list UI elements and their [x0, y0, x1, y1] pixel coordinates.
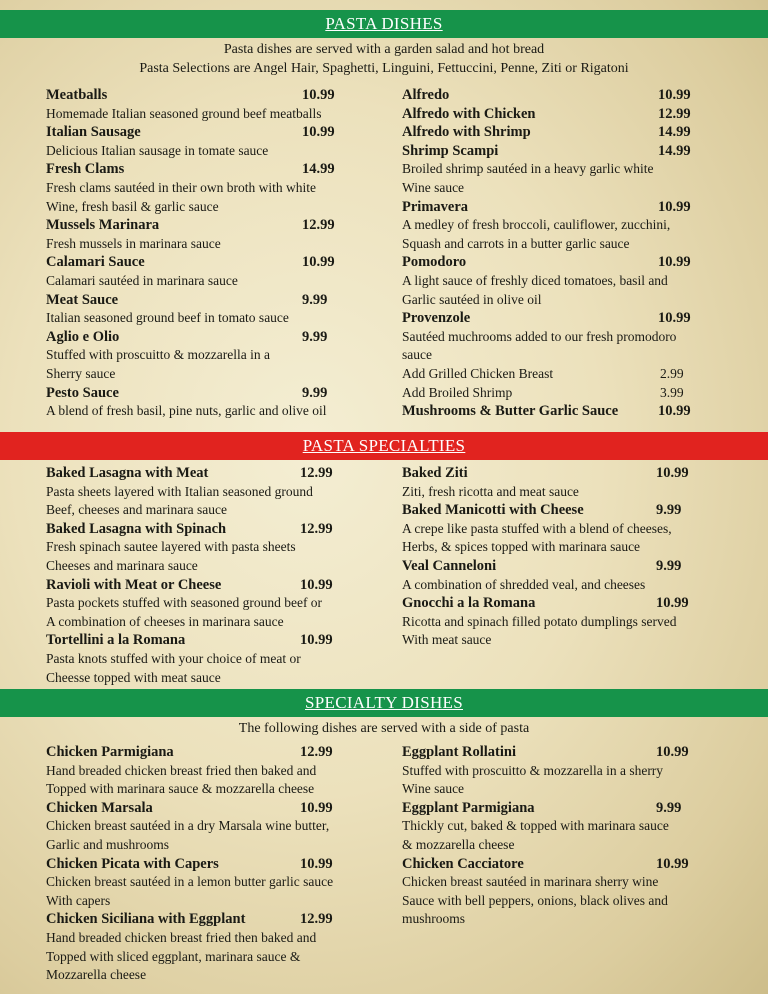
- menu-item-price: 9.99: [656, 799, 682, 816]
- menu-item-price: 14.99: [302, 161, 335, 178]
- menu-item-price: 9.99: [302, 384, 328, 401]
- menu-item-description: Garlic and mushrooms: [46, 836, 169, 852]
- menu-item-description: Delicious Italian sausage in tomate sauce: [46, 142, 269, 158]
- menu-item-description: Mozzarella cheese: [46, 967, 147, 983]
- menu-item-name: Chicken Parmigiana: [46, 744, 174, 760]
- menu-item-price: 12.99: [658, 105, 691, 122]
- menu-item-row: [402, 594, 722, 613]
- menu-item-price: 9.99: [656, 502, 682, 519]
- menu-item-row: [402, 743, 722, 762]
- menu-item-name: Chicken Picata with Capers: [46, 855, 219, 872]
- menu-item-price: 14.99: [658, 124, 691, 141]
- menu-item-name: Provenzole: [402, 310, 471, 327]
- menu-item-price: 14.99: [658, 142, 691, 159]
- menu-item-description: Thickly cut, baked & topped with marinara sauce: [402, 818, 669, 834]
- specialty-right-column: [402, 743, 722, 929]
- menu-item-description: With meat sauce: [402, 632, 492, 648]
- menu-item-name: Mushrooms & Butter Garlic Sauce: [402, 403, 619, 420]
- menu-item-row: [402, 105, 722, 124]
- menu-item-description: Calamari sautéed in marinara sauce: [46, 272, 238, 288]
- menu-item-row: [402, 501, 722, 520]
- menu-item-name: Baked Manicotti with Cheese: [402, 502, 584, 519]
- menu-item-price: 12.99: [300, 520, 333, 537]
- pasta-note-1: Pasta dishes are served with a garden salad and hot bread: [223, 42, 545, 57]
- menu-item-row: [402, 142, 722, 161]
- menu-item-price: 10.99: [300, 799, 333, 816]
- pasta-dishes-banner: PASTA DISHES: [0, 10, 768, 38]
- menu-item-price: 10.99: [658, 198, 691, 215]
- menu-item-description: Hand breaded chicken breast fried then baked and: [46, 929, 317, 945]
- menu-item-name: Alfredo with Shrimp: [402, 124, 531, 141]
- specialties-right-column: [402, 464, 722, 650]
- menu-item-name: Aglio e Olio: [46, 328, 120, 345]
- menu-item-description: Hand breaded chicken breast fried then baked and: [46, 762, 317, 778]
- menu-item-description: Sauce with bell peppers, onions, black olives and: [402, 892, 668, 908]
- menu-item-row: [46, 291, 366, 310]
- menu-item-description: Stuffed with proscuitto & mozzarella in a: [46, 347, 270, 363]
- menu-item-price: 10.99: [302, 124, 335, 141]
- pasta-left-column: [46, 86, 366, 421]
- menu-item-name: Alfredo: [402, 87, 450, 103]
- menu-item-row: [402, 123, 722, 142]
- menu-item-row: [402, 253, 722, 272]
- menu-item-description: sauce: [402, 347, 432, 363]
- menu-item-price: 10.99: [656, 744, 689, 760]
- menu-item-name: Chicken Siciliana with Eggplant: [46, 911, 246, 928]
- menu-item-name: Pomodoro: [402, 254, 467, 271]
- menu-item-row: [46, 576, 366, 595]
- menu-item-row: [46, 123, 366, 142]
- menu-item-description: A combination of shredded veal, and cheeses: [402, 576, 646, 592]
- addon-row: [402, 384, 722, 403]
- menu-item-price: 10.99: [300, 855, 333, 872]
- menu-item-description: Cheeses and marinara sauce: [46, 557, 198, 573]
- menu-item-description: Sherry sauce: [46, 365, 116, 381]
- menu-item-name: Italian Sausage: [46, 124, 141, 141]
- menu-item-row: [46, 799, 366, 818]
- menu-item-row: [46, 910, 366, 929]
- specialty-note: The following dishes are served with a side of pasta: [238, 721, 530, 736]
- menu-item-description: Sautéed muchrooms added to our fresh promodoro: [402, 328, 677, 344]
- menu-item-row: [46, 743, 366, 762]
- menu-item-description: Chicken breast sautéed in a dry Marsala wine butter,: [46, 818, 330, 834]
- menu-item-row: [402, 86, 722, 105]
- menu-item-description: Cheesse topped with meat sauce: [46, 669, 221, 685]
- menu-item-description: A crepe like pasta stuffed with a blend of cheeses,: [402, 520, 672, 536]
- menu-item-row: [46, 631, 366, 650]
- menu-item-row: [402, 855, 722, 874]
- pasta-note-2: Pasta Selections are Angel Hair, Spaghetti, Linguini, Fettuccini, Penne, Ziti or Rigatoni: [139, 61, 629, 76]
- menu-item-name: Baked Lasagna with Spinach: [46, 520, 227, 537]
- addon-price: 3.99: [660, 384, 684, 400]
- menu-item-row: [402, 799, 722, 818]
- menu-item-description: Garlic sautéed in olive oil: [402, 291, 542, 307]
- menu-item-price: 10.99: [300, 576, 333, 593]
- menu-item-price: 10.99: [302, 87, 335, 103]
- menu-item-row: [46, 86, 366, 105]
- menu-item-description: & mozzarella cheese: [402, 836, 515, 852]
- menu-item-name: Tortellini a la Romana: [46, 632, 186, 649]
- menu-item-description: Fresh clams sautéed in their own broth with white: [46, 179, 316, 195]
- menu-item-description: Chicken breast sautéed in marinara sherry wine: [402, 874, 659, 890]
- menu-item-description: Homemade Italian seasoned ground beef meatballs: [46, 105, 322, 121]
- menu-item-price: 10.99: [656, 855, 689, 872]
- menu-item-description: Beef, cheeses and marinara sauce: [46, 502, 228, 518]
- menu-item-description: Topped with marinara sauce & mozzarella cheese: [46, 781, 315, 797]
- menu-item-name: Calamari Sauce: [46, 254, 145, 271]
- menu-item-price: 10.99: [656, 595, 689, 612]
- menu-item-description: Ziti, fresh ricotta and meat sauce: [402, 483, 579, 499]
- menu-item-row: [46, 520, 366, 539]
- menu-item-description: Broiled shrimp sautéed in a heavy garlic white: [402, 161, 654, 177]
- menu-item-name: Meat Sauce: [46, 291, 119, 308]
- menu-item-name: Pesto Sauce: [46, 384, 119, 401]
- menu-item-description: A combination of cheeses in marinara sauce: [46, 613, 284, 629]
- menu-item-price: 10.99: [658, 310, 691, 327]
- menu-item-row: [46, 216, 366, 235]
- menu-item-name: Baked Ziti: [402, 465, 468, 481]
- menu-item-description: Ricotta and spinach filled potato dumplings served: [402, 613, 677, 629]
- menu-item-row: [46, 855, 366, 874]
- menu-item-row: [46, 384, 366, 403]
- menu-item-name: Baked Lasagna with Meat: [46, 465, 209, 481]
- addon-row: [402, 365, 722, 384]
- menu-item-row: [402, 402, 722, 421]
- menu-item-name: Mussels Marinara: [46, 217, 160, 234]
- menu-item-price: 10.99: [658, 87, 691, 103]
- specialty-left-column: [46, 743, 366, 985]
- menu-item-description: Fresh spinach sautee layered with pasta sheets: [46, 539, 296, 555]
- menu-item-price: 9.99: [302, 328, 328, 345]
- menu-item-name: Ravioli with Meat or Cheese: [46, 576, 222, 593]
- specialty-dishes-banner: SPECIALTY DISHES: [0, 689, 768, 717]
- menu-item-price: 10.99: [656, 465, 689, 481]
- menu-item-name: Gnocchi a la Romana: [402, 595, 536, 612]
- menu-item-description: mushrooms: [402, 911, 466, 927]
- menu-item-description: Pasta knots stuffed with your choice of meat or: [46, 650, 301, 666]
- menu-item-name: Shrimp Scampi: [402, 142, 499, 159]
- menu-item-name: Eggplant Parmigiana: [402, 799, 535, 816]
- menu-item-price: 10.99: [658, 403, 691, 420]
- menu-item-description: A blend of fresh basil, pine nuts, garlic and olive oil: [46, 403, 327, 419]
- menu-item-name: Primavera: [402, 198, 469, 215]
- menu-item-description: A light sauce of freshly diced tomatoes, basil and: [402, 272, 668, 288]
- menu-item-name: Veal Canneloni: [402, 557, 497, 574]
- menu-item-row: [402, 198, 722, 217]
- menu-item-price: 10.99: [300, 632, 333, 649]
- specialties-left-column: [46, 464, 366, 687]
- menu-item-description: Wine sauce: [402, 781, 465, 797]
- menu-item-description: Fresh mussels in marinara sauce: [46, 235, 221, 251]
- menu-item-description: Chicken breast sautéed in a lemon butter garlic sauce: [46, 874, 334, 890]
- menu-item-description: Pasta pockets stuffed with seasoned ground beef or: [46, 595, 323, 611]
- menu-item-price: 9.99: [302, 291, 328, 308]
- menu-item-row: [402, 309, 722, 328]
- menu-item-description: A medley of fresh broccoli, cauliflower, zucchini,: [402, 217, 671, 233]
- menu-item-row: [46, 464, 366, 483]
- menu-item-row: [402, 557, 722, 576]
- menu-item-price: 12.99: [300, 465, 333, 481]
- menu-item-description: Wine sauce: [402, 179, 465, 195]
- menu-item-description: With capers: [46, 892, 111, 908]
- menu-item-price: 10.99: [302, 254, 335, 271]
- menu-item-row: [46, 328, 366, 347]
- menu-item-description: Wine, fresh basil & garlic sauce: [46, 198, 219, 214]
- addon-price: 2.99: [660, 365, 684, 381]
- menu-item-name: Meatballs: [46, 87, 108, 103]
- menu-item-description: Pasta sheets layered with Italian seasoned ground: [46, 483, 313, 499]
- pasta-right-column: [402, 86, 722, 421]
- menu-item-price: 12.99: [300, 744, 333, 760]
- menu-item-description: Stuffed with proscuitto & mozzarella in a sherry: [402, 762, 664, 778]
- addon-name: Add Grilled Chicken Breast: [402, 365, 554, 381]
- menu-item-name: Alfredo with Chicken: [402, 105, 536, 122]
- menu-item-name: Chicken Marsala: [46, 799, 153, 816]
- menu-item-price: 12.99: [300, 911, 333, 928]
- menu-item-description: Italian seasoned ground beef in tomato sauce: [46, 310, 289, 326]
- menu-item-description: Topped with sliced eggplant, marinara sauce &: [46, 948, 301, 964]
- menu-item-row: [402, 464, 722, 483]
- menu-item-price: 9.99: [656, 557, 682, 574]
- menu-item-price: 10.99: [658, 254, 691, 271]
- menu-item-row: [46, 160, 366, 179]
- pasta-specialties-banner: PASTA SPECIALTIES: [0, 432, 768, 460]
- menu-item-row: [46, 253, 366, 272]
- menu-item-name: Chicken Cacciatore: [402, 855, 524, 872]
- menu-item-name: Fresh Clams: [46, 161, 125, 178]
- menu-item-name: Eggplant Rollatini: [402, 744, 517, 760]
- menu-item-description: Herbs, & spices topped with marinara sauce: [402, 539, 641, 555]
- addon-name: Add Broiled Shrimp: [402, 384, 513, 400]
- menu-item-price: 12.99: [302, 217, 335, 234]
- menu-item-description: Squash and carrots in a butter garlic sauce: [402, 235, 630, 251]
